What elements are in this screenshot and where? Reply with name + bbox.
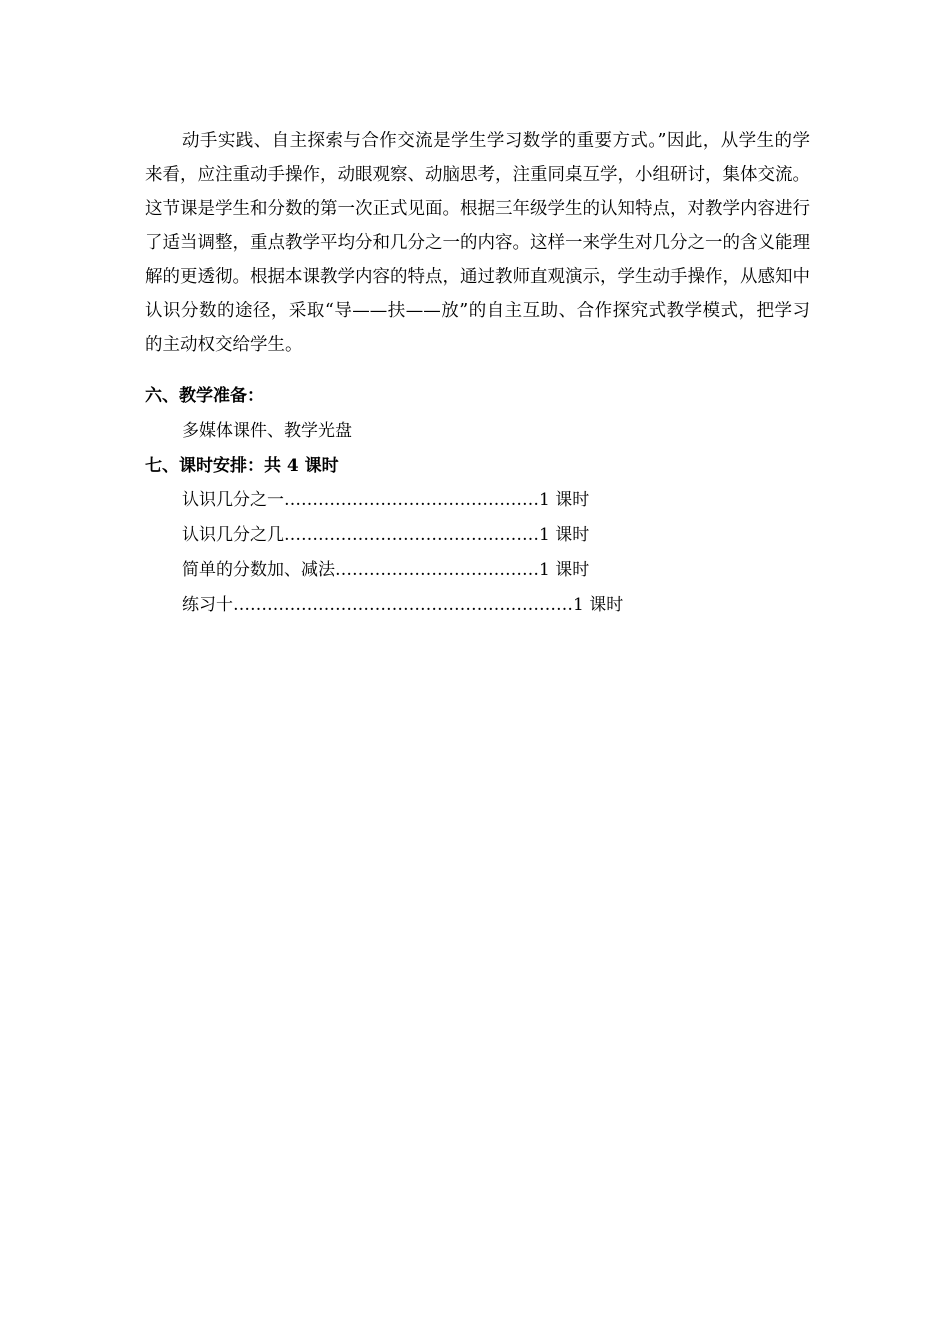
- section-six-heading: 六、教学准备：: [145, 386, 264, 406]
- schedule-row: [182, 523, 589, 547]
- schedule-topic: 认识几分之一: [182, 490, 284, 510]
- schedule-leader: ………………………………………: [284, 490, 539, 510]
- section-six-content: 多媒体课件、教学光盘: [182, 421, 352, 441]
- schedule-leader: ………………………………………: [284, 525, 539, 545]
- schedule-hours: 1 课时: [539, 525, 590, 545]
- schedule-row: [182, 488, 589, 512]
- schedule-row: [182, 593, 623, 617]
- section-seven-heading: 七、课时安排：共 4 课时: [145, 456, 339, 476]
- schedule-topic: 认识几分之几: [182, 525, 284, 545]
- schedule-topic: 练习十: [182, 595, 233, 615]
- schedule-topic: 简单的分数加、减法: [182, 560, 335, 580]
- intro-paragraph: 动手实践、自主探索与合作交流是学生学习数学的重要方式。”因此，从学生的学来看，应注重动手操作，动眼观察、动脑思考，注重同桌互学，小组研讨，集体交流。这节课是学生和分数的第一次正式见面。根据三年级学生的认知特点，对教学内容进行了适当调整，重点教学平均分和几分之一的内容。这样一来学生对几分之一的含义能理解的更透彻。根据本课教学内容的特点，通过教师直观演示，学生动手操作，从感知中认识分数的途径，采取“导——扶——放”的自主互助、合作探究式教学模式，把学习的主动权交给学生。: [145, 131, 810, 355]
- schedule-hours: 1 课时: [539, 490, 590, 510]
- schedule-hours: 1 课时: [573, 595, 624, 615]
- schedule-hours: 1 课时: [539, 560, 590, 580]
- schedule-leader: ………………………………: [335, 560, 539, 580]
- schedule-row: [182, 558, 589, 582]
- schedule-leader: ……………………………………………………: [233, 595, 573, 615]
